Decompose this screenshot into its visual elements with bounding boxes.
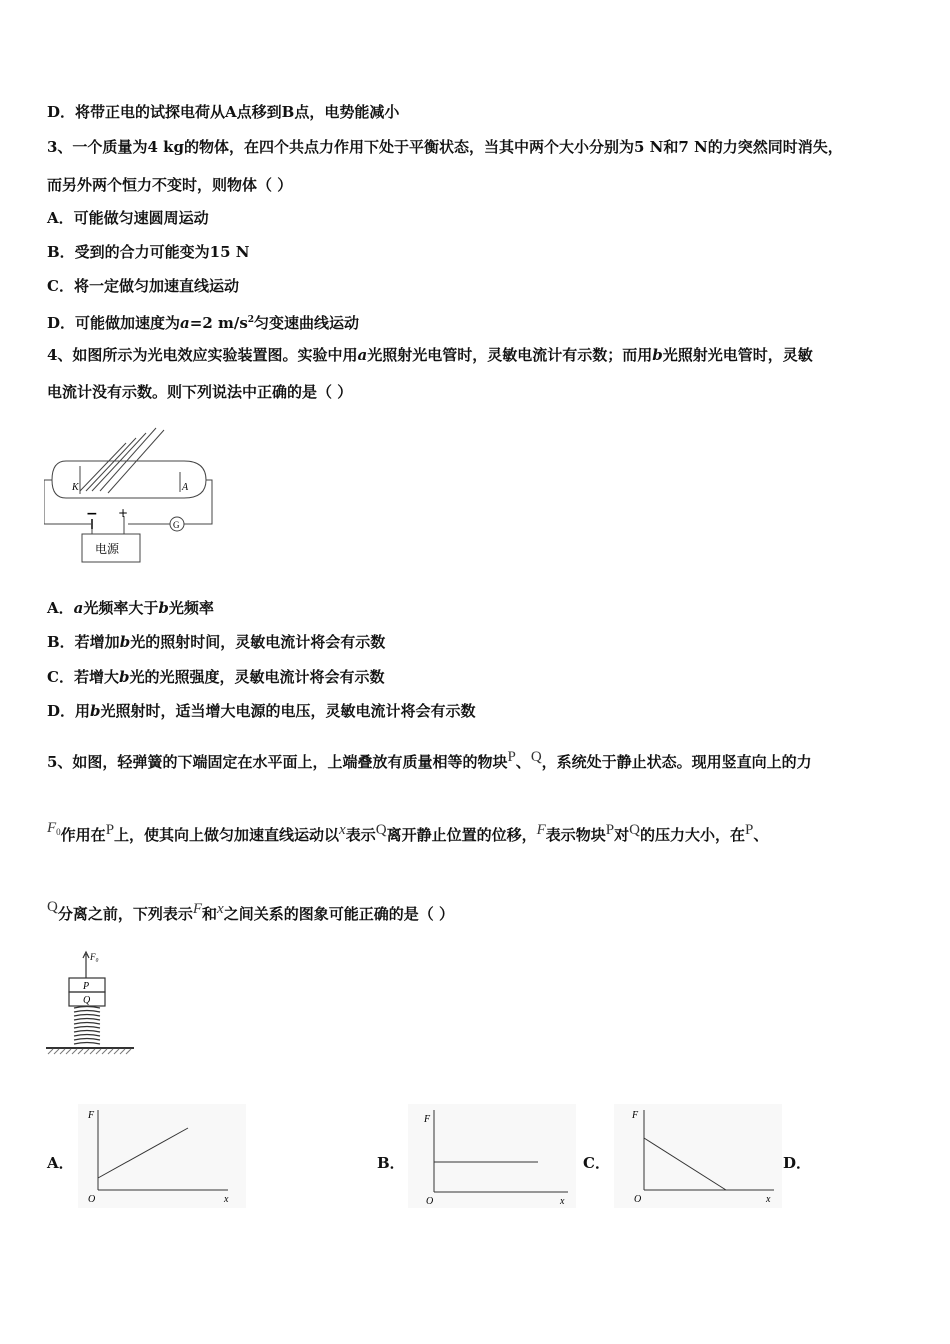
origin-label: O: [88, 1194, 96, 1205]
label-g: G: [173, 520, 180, 530]
ground-hatching: [48, 1049, 131, 1054]
spring: [74, 1007, 100, 1045]
spring-blocks-figure: [44, 948, 139, 1060]
q5-var-f0: F: [47, 820, 57, 836]
q4-opt-c-1: C．若增大: [47, 668, 119, 686]
q2-option-d: [47, 102, 399, 122]
q3-option-d-pre: D．可能做加速度为: [47, 314, 181, 332]
q3-option-d: [47, 310, 359, 333]
q5-stem-line1: [47, 747, 812, 772]
q5-stem3-a: 分离之前，下列表示: [57, 905, 193, 923]
q5-option-a-label: A．: [47, 1154, 74, 1172]
q3-stem-text1: 3、一个质量为4 kg的物体，在四个共点力作用下处于平衡状态，当其中两个大小分别为5 N和7 N的力突然同时消失，: [47, 138, 843, 156]
q3-sup-2: 2: [247, 315, 255, 325]
q4-stem-c: 光照射光电管时，灵敏: [662, 346, 813, 364]
q4-opt-d-var: b: [90, 702, 101, 720]
q4-opt-a-var1: a: [73, 599, 84, 617]
q4-stem-a: 4、如图所示为光电效应实验装置图。实验中用: [47, 346, 358, 364]
axis-label-f: F: [424, 1114, 431, 1125]
q5-stem2-b: 上，使其向上做匀加速直线运动以: [114, 826, 340, 844]
q4-opt-a-2: 光频率大于: [83, 599, 159, 617]
q5-stem2-e: 表示物块: [545, 826, 606, 844]
q4-stem-line1: [47, 345, 813, 365]
q4-var-a: a: [357, 346, 368, 364]
graph-option-b: [408, 1104, 576, 1208]
q4-option-d: [47, 701, 476, 721]
q5-stem3-b: 和: [202, 905, 218, 923]
label-block-p: P: [83, 981, 90, 992]
q4-option-a: [47, 598, 214, 618]
q3-option-b-text: B．受到的合力可能变为15 N: [47, 243, 250, 261]
q4-opt-b-1: B．若增加: [47, 633, 120, 651]
photoelectric-apparatus-figure: [44, 418, 214, 568]
q4-stem-line2: [47, 382, 352, 402]
q4-option-b: [47, 632, 385, 652]
graph-option-c: [614, 1104, 782, 1208]
q4-opt-a-3: 光频率: [168, 599, 214, 617]
q4-var-b: b: [652, 346, 663, 364]
q5-stem2-a: 作用在: [60, 826, 106, 844]
q5-stem2-h: 、: [753, 826, 769, 844]
q3-stem-text2: 而另外两个恒力不变时，则物体（ ）: [47, 176, 293, 194]
q4-option-c: [47, 667, 384, 687]
axis-label-x: x: [224, 1194, 229, 1205]
q4-opt-b-var: b: [119, 633, 131, 651]
q4-opt-d-2: 光照射时，适当增大电源的电压，灵敏电流计将会有示数: [100, 702, 476, 720]
graph-option-a: [78, 1104, 246, 1208]
q5-stem-line2: [47, 818, 768, 845]
label-minus: −: [86, 506, 98, 522]
q5-var-q1: Q: [530, 749, 542, 765]
q3-option-a-text: A．可能做匀速圆周运动: [47, 209, 209, 227]
q3-var-a: a: [180, 314, 190, 332]
q5-var-q4: Q: [47, 899, 58, 915]
q3-option-c: [47, 276, 239, 296]
label-power-source: 电源: [95, 542, 120, 556]
label-a: A: [182, 482, 189, 493]
q5-option-c-label: C．: [583, 1154, 610, 1172]
q5-stem1-b: ，系统处于静止状态。现用竖直向上的力: [541, 753, 812, 771]
q5-stem2-c: 表示: [345, 826, 376, 844]
q3-option-b: [47, 242, 250, 262]
q4-opt-b-2: 光的照射时间，灵敏电流计将会有示数: [130, 633, 386, 651]
axis-label-x: x: [766, 1194, 771, 1205]
origin-label: O: [426, 1196, 434, 1207]
q3-option-d-mid: =2 m/s: [189, 314, 248, 332]
light-beam-3: [92, 433, 146, 491]
q5-var-x2: x: [217, 901, 224, 917]
q4-opt-a-1: A．: [47, 599, 74, 617]
q4-opt-c-var: b: [118, 668, 130, 686]
q5-var-x1: x: [339, 822, 346, 838]
q5-var-q3: Q: [629, 822, 640, 838]
label-plus: +: [118, 506, 129, 520]
q5-stem2-d: 离开静止位置的位移，: [386, 826, 537, 844]
axis-label-f: F: [632, 1110, 639, 1121]
q5-stem-line3: [47, 897, 454, 924]
label-k: K: [72, 482, 79, 493]
q5-var-p1: P: [507, 749, 516, 765]
q5-sep1: 、: [515, 753, 531, 771]
label-f0: F₀: [90, 952, 99, 962]
q5-stem1-a: 5、如图，轻弹簧的下端固定在水平面上，上端叠放有质量相等的物块: [47, 753, 508, 771]
q5-option-b-label: B．: [377, 1154, 405, 1172]
q5-var-f1: F: [536, 822, 546, 838]
q3-option-c-text: C．将一定做匀加速直线运动: [47, 277, 239, 295]
q4-opt-c-2: 光的光照强度，灵敏电流计将会有示数: [129, 668, 385, 686]
q2-option-d-text: D．将带正电的试探电荷从A点移到B点，电势能减小: [47, 103, 400, 121]
wire-right: [184, 480, 212, 524]
axis-label-x: x: [560, 1196, 565, 1207]
q3-option-d-post: 匀变速曲线运动: [254, 314, 360, 332]
q5-sub-0: 0: [56, 827, 61, 837]
light-beam-1: [80, 443, 126, 491]
q3-stem-line1: [47, 137, 843, 157]
q5-var-q2: Q: [375, 822, 387, 838]
q5-option-d-label: D．: [783, 1154, 812, 1172]
q5-var-p2: P: [105, 822, 115, 838]
axis-label-f: F: [88, 1110, 95, 1121]
q4-stem-b: 光照射光电管时，灵敏电流计有示数；而用: [367, 346, 653, 364]
q5-var-f2: F: [192, 901, 203, 917]
q4-opt-d-1: D．用: [47, 702, 91, 720]
light-beam-2: [86, 438, 136, 491]
q3-stem-line2: [47, 175, 292, 195]
q5-var-p4: P: [745, 822, 754, 838]
q5-var-p3: P: [605, 822, 615, 838]
q4-stem-text2: 电流计没有示数。则下列说法中正确的是（ ）: [47, 383, 353, 401]
q5-stem2-g: 的压力大小，在: [639, 826, 745, 844]
q3-option-a: [47, 208, 209, 228]
q5-stem3-c: 之间关系的图象可能正确的是（ ）: [223, 905, 454, 923]
light-beam-4: [100, 428, 156, 491]
q5-stem2-f: 对: [614, 826, 630, 844]
label-block-q: Q: [83, 995, 91, 1006]
origin-label: O: [634, 1194, 642, 1205]
q4-opt-a-var2: b: [158, 599, 169, 617]
wire-left: [44, 480, 74, 524]
